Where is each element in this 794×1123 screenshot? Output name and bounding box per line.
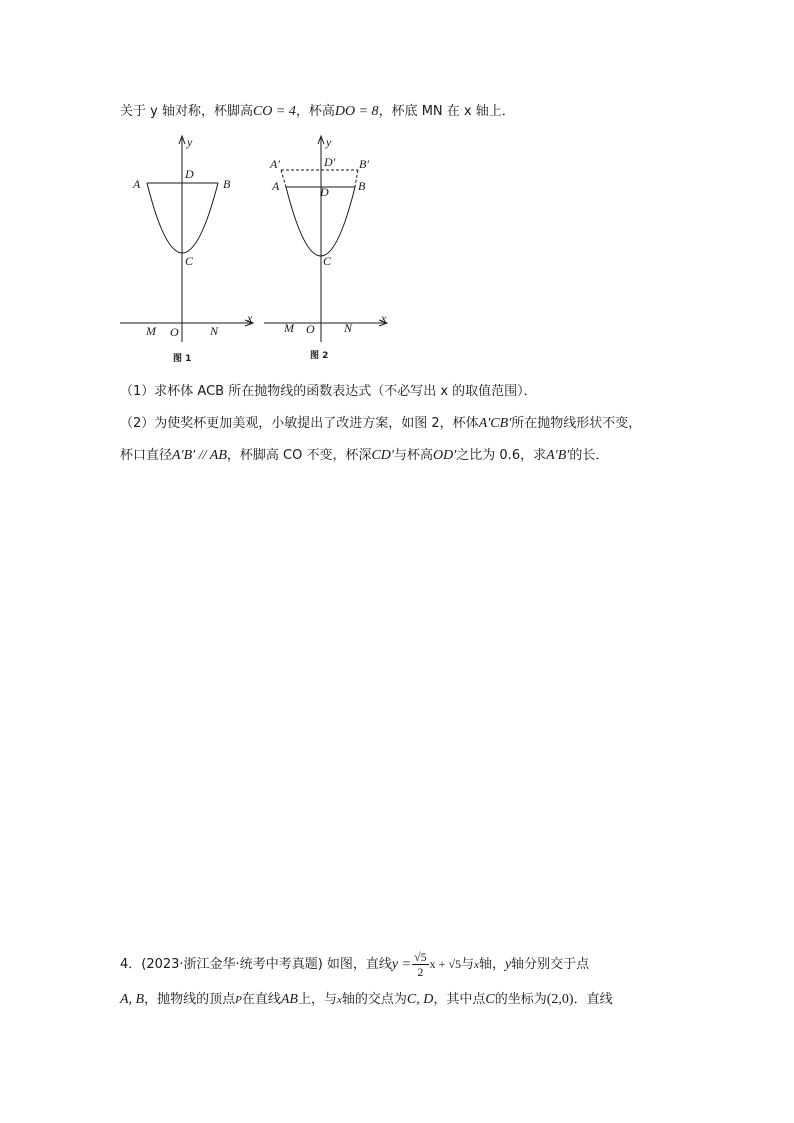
fig2-label-b2: B′ <box>359 157 369 171</box>
question-2-line-1 <box>120 415 641 433</box>
question-4-ab: A, B <box>120 992 145 1007</box>
question-4-line-2 <box>120 991 613 1009</box>
figure-2 <box>262 132 392 368</box>
question-4-text-2e: ，其中点 <box>433 992 486 1007</box>
question-4-text-2a: ，抛物线的顶点 <box>144 992 236 1007</box>
question-4-fraction <box>412 950 429 979</box>
question-4-c: C <box>485 992 495 1007</box>
fig2-dash-left <box>281 170 286 187</box>
intro-text-3: ，杯底 MN 在 x 轴上． <box>378 104 515 119</box>
question-2-line-2 <box>120 447 608 465</box>
question-4-text-1a: 4．(2023·浙江金华·统考中考真题) 如图，直线 <box>120 957 392 972</box>
fig1-label-m: M <box>146 324 156 338</box>
question-2-ab: A′B′ <box>546 448 570 463</box>
question-4-text-2d: 轴的交点为 <box>341 992 407 1007</box>
question-1-text: （1）求杯体 ACB 所在抛物线的函数表达式（不必写出 x 的取值范围）． <box>120 384 537 399</box>
fig1-label-o: O <box>170 325 179 339</box>
question-2-od: OD′ <box>432 448 457 463</box>
fig2-label-a: A <box>272 179 280 193</box>
question-4-text-2b: 在直线 <box>241 992 281 1007</box>
fig1-label-y: y <box>187 135 193 149</box>
question-4-line-1 <box>120 950 589 979</box>
question-1 <box>120 383 537 401</box>
question-2-text-2e: 的长． <box>569 448 609 463</box>
fig1-label-b: B <box>223 177 231 191</box>
question-2-parallel: A′B′ // AB <box>172 448 227 463</box>
fig2-label-o: O <box>306 322 315 336</box>
question-2-text-1b: 所在抛物线形状不变， <box>511 416 642 431</box>
question-4-x-axis: x <box>474 959 479 971</box>
question-4-text-1b: 与 <box>461 957 475 972</box>
question-2-acb: A′CB′ <box>478 416 512 431</box>
question-4-coord: (2,0) <box>546 992 574 1007</box>
question-4-text-2g: ．直线 <box>573 992 613 1007</box>
fig1-label-x: x <box>247 311 253 325</box>
fig2-label-a2: A′ <box>270 157 280 171</box>
question-2-text-2b: ，杯脚高 CO 不变，杯深 <box>226 448 372 463</box>
fig2-label-x: x <box>381 311 387 325</box>
question-4-cd: C, D <box>406 992 434 1007</box>
question-2-text-1: （2）为使奖杯更加美观，小敏提出了改进方案，如图 2，杯体 <box>120 416 479 431</box>
figure-1 <box>118 132 260 368</box>
fig2-label-n: N <box>344 321 353 335</box>
fig1-label-n: N <box>210 324 219 338</box>
question-2-text-2a: 杯口直径 <box>120 448 173 463</box>
question-4-p: P <box>235 994 242 1006</box>
fig2-caption: 图 2 <box>310 351 329 361</box>
question-4-y-axis: y <box>504 957 512 972</box>
fig2-label-y: y <box>326 135 332 149</box>
question-4-text-1d: 轴分别交于点 <box>511 957 590 972</box>
question-4-frac-num: √5 <box>414 950 427 964</box>
question-2-text-2c: 与杯高 <box>393 448 433 463</box>
fig2-label-d2: D′ <box>324 155 336 169</box>
fig1-label-d: D <box>185 167 194 181</box>
fig1-label-a: A <box>133 177 141 191</box>
fig2-label-d: D <box>320 185 329 199</box>
question-4-text-2c: 上，与 <box>297 992 337 1007</box>
fig2-label-m: M <box>284 321 294 335</box>
question-4-text-1c: 轴， <box>478 957 505 972</box>
intro-co: CO = 4 <box>252 104 296 119</box>
question-4-x-plus: x + √5 <box>429 957 462 971</box>
fig2-label-c: C <box>323 254 332 268</box>
question-4-ab-line: AB <box>280 992 298 1007</box>
fig2-label-b: B <box>358 179 366 193</box>
question-4-text-2f: 的坐标为 <box>494 992 547 1007</box>
intro-text-1: 关于 y 轴对称，杯脚高 <box>120 104 253 119</box>
question-2-text-2d: 之比为 0.6，求 <box>456 448 547 463</box>
fig1-label-c: C <box>185 254 194 268</box>
question-4-y-eq: y = <box>391 957 412 972</box>
intro-do: DO = 8 <box>334 104 379 119</box>
question-4-x-axis-2: x <box>337 994 342 1006</box>
intro-line <box>120 103 515 121</box>
question-2-cd: CD′ <box>371 448 394 463</box>
intro-text-2: ，杯高 <box>295 104 335 119</box>
question-4-frac-den: 2 <box>417 965 424 979</box>
fig1-caption: 图 1 <box>173 354 192 364</box>
